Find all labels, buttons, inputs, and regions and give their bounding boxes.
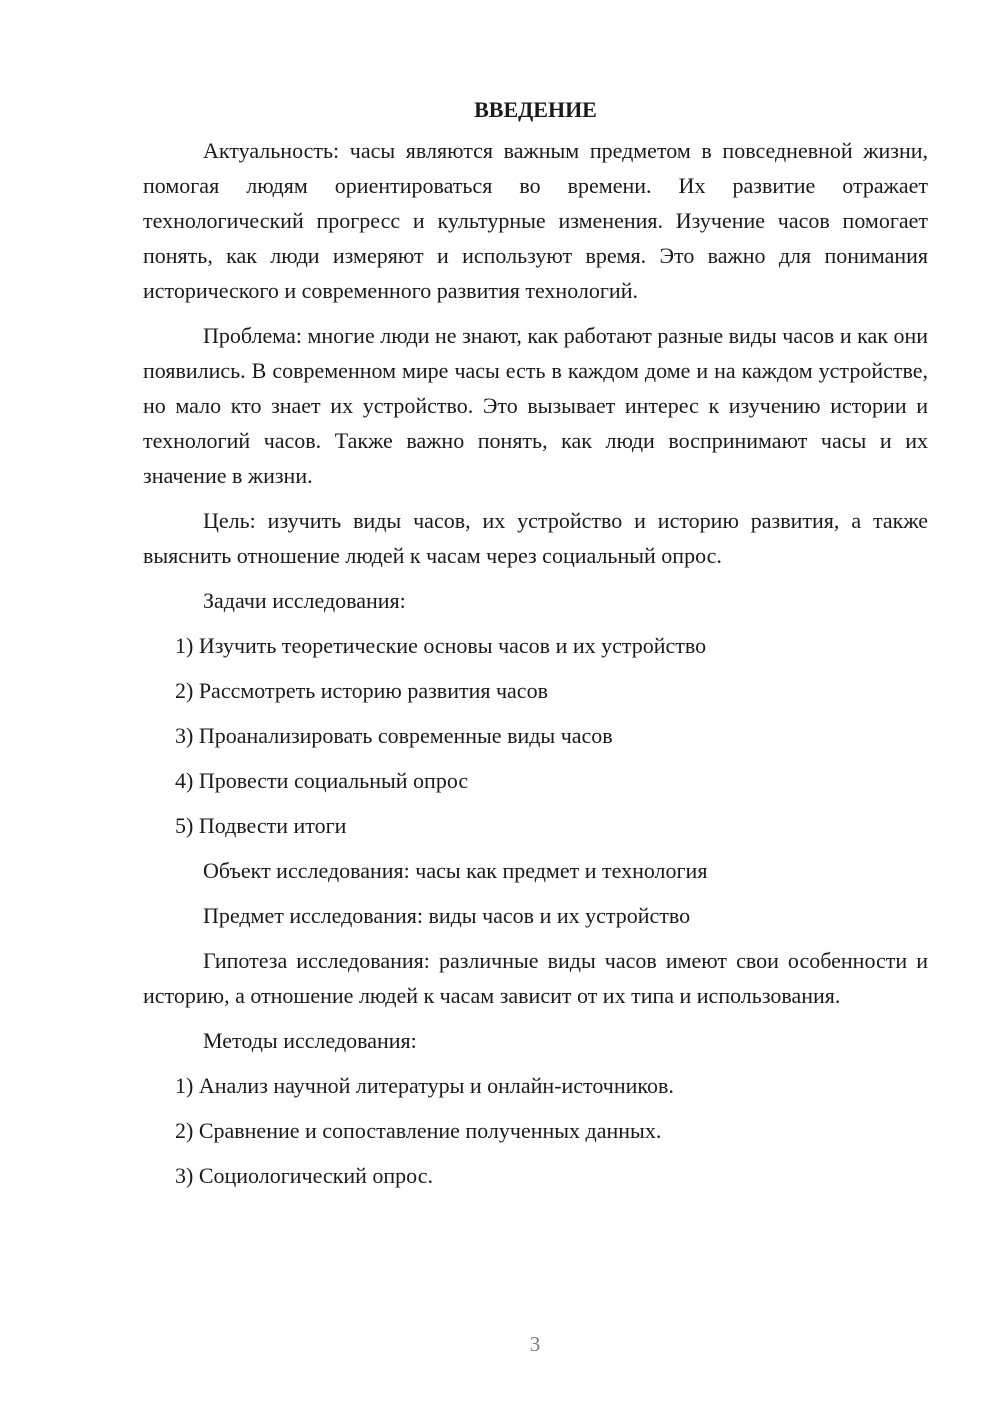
problem-paragraph: Проблема: многие люди не знают, как работают разные виды часов и как они появились. В современном мире часы есть в каждом доме и на каждом устройстве, но мало кто знает их устройство. Это вызывает интерес к изучению истории и технологий часов. Также важно понять, как люди воспринимают часы и их значение в жизни.: [143, 323, 928, 488]
list-item: 3) Проанализировать современные виды часов: [175, 723, 613, 748]
hypothesis-paragraph: Гипотеза исследования: различные виды часов имеют свои особенности и историю, а отношение людей к часам зависит от их типа и использования.: [143, 948, 928, 1008]
document-page: [143, 92, 928, 1203]
methods-list: [143, 1068, 928, 1193]
list-item: 3) Социологический опрос.: [175, 1163, 433, 1188]
list-item: 2) Рассмотреть историю развития часов: [175, 678, 548, 703]
research-object: Объект исследования: часы как предмет и технология: [203, 858, 708, 883]
page-title: ВВЕДЕНИЕ: [474, 97, 597, 122]
list-item: 2) Сравнение и сопоставление полученных данных.: [175, 1118, 662, 1143]
page-number: 3: [529, 1332, 541, 1356]
relevance-paragraph: Актуальность: часы являются важным предметом в повседневной жизни, помогая людям ориентироваться во времени. Их развитие отражает технологический прогресс и культурные изменения. Изучение часов помогает понять, как люди измеряют и используют время. Это важно для понимания исторического и современного развития технологий.: [143, 138, 928, 303]
list-item: 1) Изучить теоретические основы часов и их устройство: [175, 633, 707, 658]
methods-heading: Методы исследования:: [203, 1028, 417, 1053]
tasks-list: [143, 628, 928, 843]
research-subject: Предмет исследования: виды часов и их устройство: [203, 903, 691, 928]
list-item: 5) Подвести итоги: [175, 813, 347, 838]
goal-paragraph: Цель: изучить виды часов, их устройство и историю развития, а также выяснить отношение людей к часам через социальный опрос.: [143, 508, 928, 568]
list-item: 4) Провести социальный опрос: [175, 768, 469, 793]
tasks-heading: Задачи исследования:: [203, 588, 406, 613]
list-item: 1) Анализ научной литературы и онлайн-источников.: [175, 1073, 674, 1098]
